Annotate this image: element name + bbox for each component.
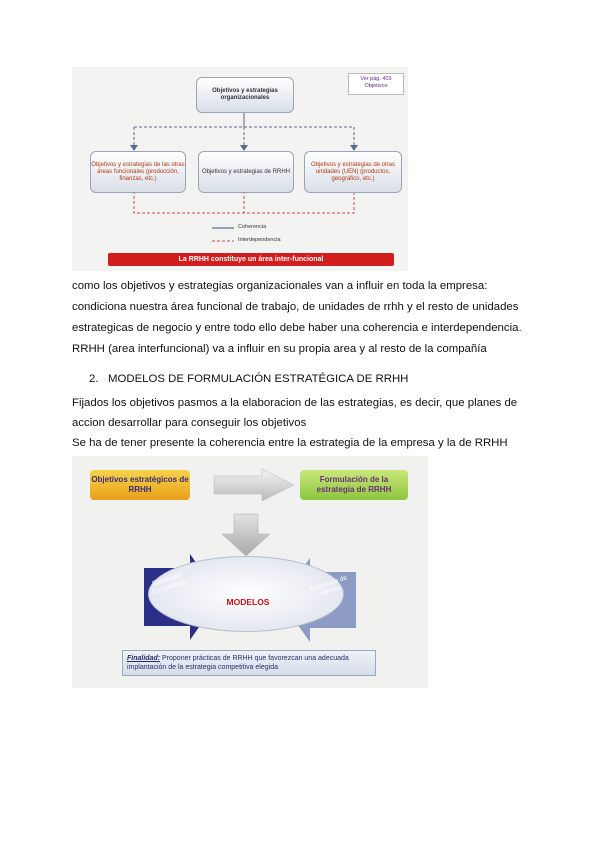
paragraph-2-line-1: Fijados los objetivos pasmos a la elaboracion de las estrategias, es decir, que planes de bbox=[72, 397, 518, 409]
paragraph-2-line-3: Se ha de tener presente la coherencia entre la estrategia de la empresa y la de RRHH bbox=[72, 437, 508, 449]
interfunctional-banner: La RRHH constituye un área inter-funcional bbox=[108, 253, 394, 266]
paragraph-1-line-2: condiciona nuestra área funcional de trabajo, de unidades de rrhh y el resto de unidades bbox=[72, 301, 519, 313]
section-title: MODELOS DE FORMULACIÓN ESTRATÉGICA DE RRHH bbox=[108, 373, 409, 385]
paragraph-2-line-2: accion desarrollar para conseguir los objetivos bbox=[72, 417, 307, 429]
hr-strategy-label: Estrategia de RRHH bbox=[309, 574, 348, 598]
box-other-functional-areas-text: Objetivos y estrategias de las otras áreas funcionales (producción, finanzas, etc.) bbox=[91, 161, 185, 182]
paragraph-1-line-4: RRHH (area interfuncional) va a influir en su propia area y al resto de la compañía bbox=[72, 343, 487, 355]
box-organizational-objectives bbox=[196, 77, 294, 113]
box-hr-strategy-formulation bbox=[300, 470, 408, 500]
box-organizational-objectives-text: Objetivos y estrategias organizacionales bbox=[212, 88, 278, 101]
box-other-units bbox=[304, 151, 402, 193]
models-label: MODELOS bbox=[226, 597, 270, 607]
box-hr-strategy-formulation-text: Formulación de la estrategia de RRHH bbox=[316, 475, 392, 494]
box-strategic-hr-objectives-text: Objetivos estratégicos de RRHH bbox=[91, 475, 189, 494]
purpose-text: Proponer prácticas de RRHH que favorezcan una adecuada implantación de la estrategia competitiva elegida bbox=[127, 655, 349, 671]
competitive-strategy-label: Estrategia Competitiva bbox=[151, 571, 187, 596]
purpose-box bbox=[122, 650, 376, 676]
right-arrow-shape bbox=[214, 469, 294, 501]
legend-interdependencia: Interdependencia bbox=[238, 237, 281, 243]
box-strategic-hr-objectives bbox=[90, 470, 190, 500]
paragraph-1-line-3: estrategicas de negocio y entre todo ello debe haber una coherencia e interdependencia. bbox=[72, 322, 522, 334]
legend-coherencia: Coherencia bbox=[238, 224, 267, 230]
box-other-functional-areas bbox=[90, 151, 186, 193]
strategy-diagram-figure bbox=[72, 67, 408, 271]
page-reference-note-text: Ver pág. 403 Objetivos bbox=[360, 76, 392, 89]
section-number: 2. bbox=[89, 373, 99, 385]
hr-strategy-models-figure bbox=[72, 456, 428, 688]
box-hr-objectives-text: Objetivos y estrategias de RRHH bbox=[201, 168, 291, 175]
down-arrow-shape bbox=[222, 514, 270, 556]
box-hr-objectives bbox=[198, 151, 294, 193]
paragraph-1-line-1: como los objetivos y estrategias organizacionales van a influir en toda la empresa: bbox=[72, 280, 488, 292]
box-other-units-text: Objetivos y estrategias de otras unidades (UEN) (productos, geográfico, etc.) bbox=[310, 161, 396, 182]
page-reference-note bbox=[348, 73, 404, 95]
purpose-label: Finalidad: bbox=[127, 655, 161, 662]
